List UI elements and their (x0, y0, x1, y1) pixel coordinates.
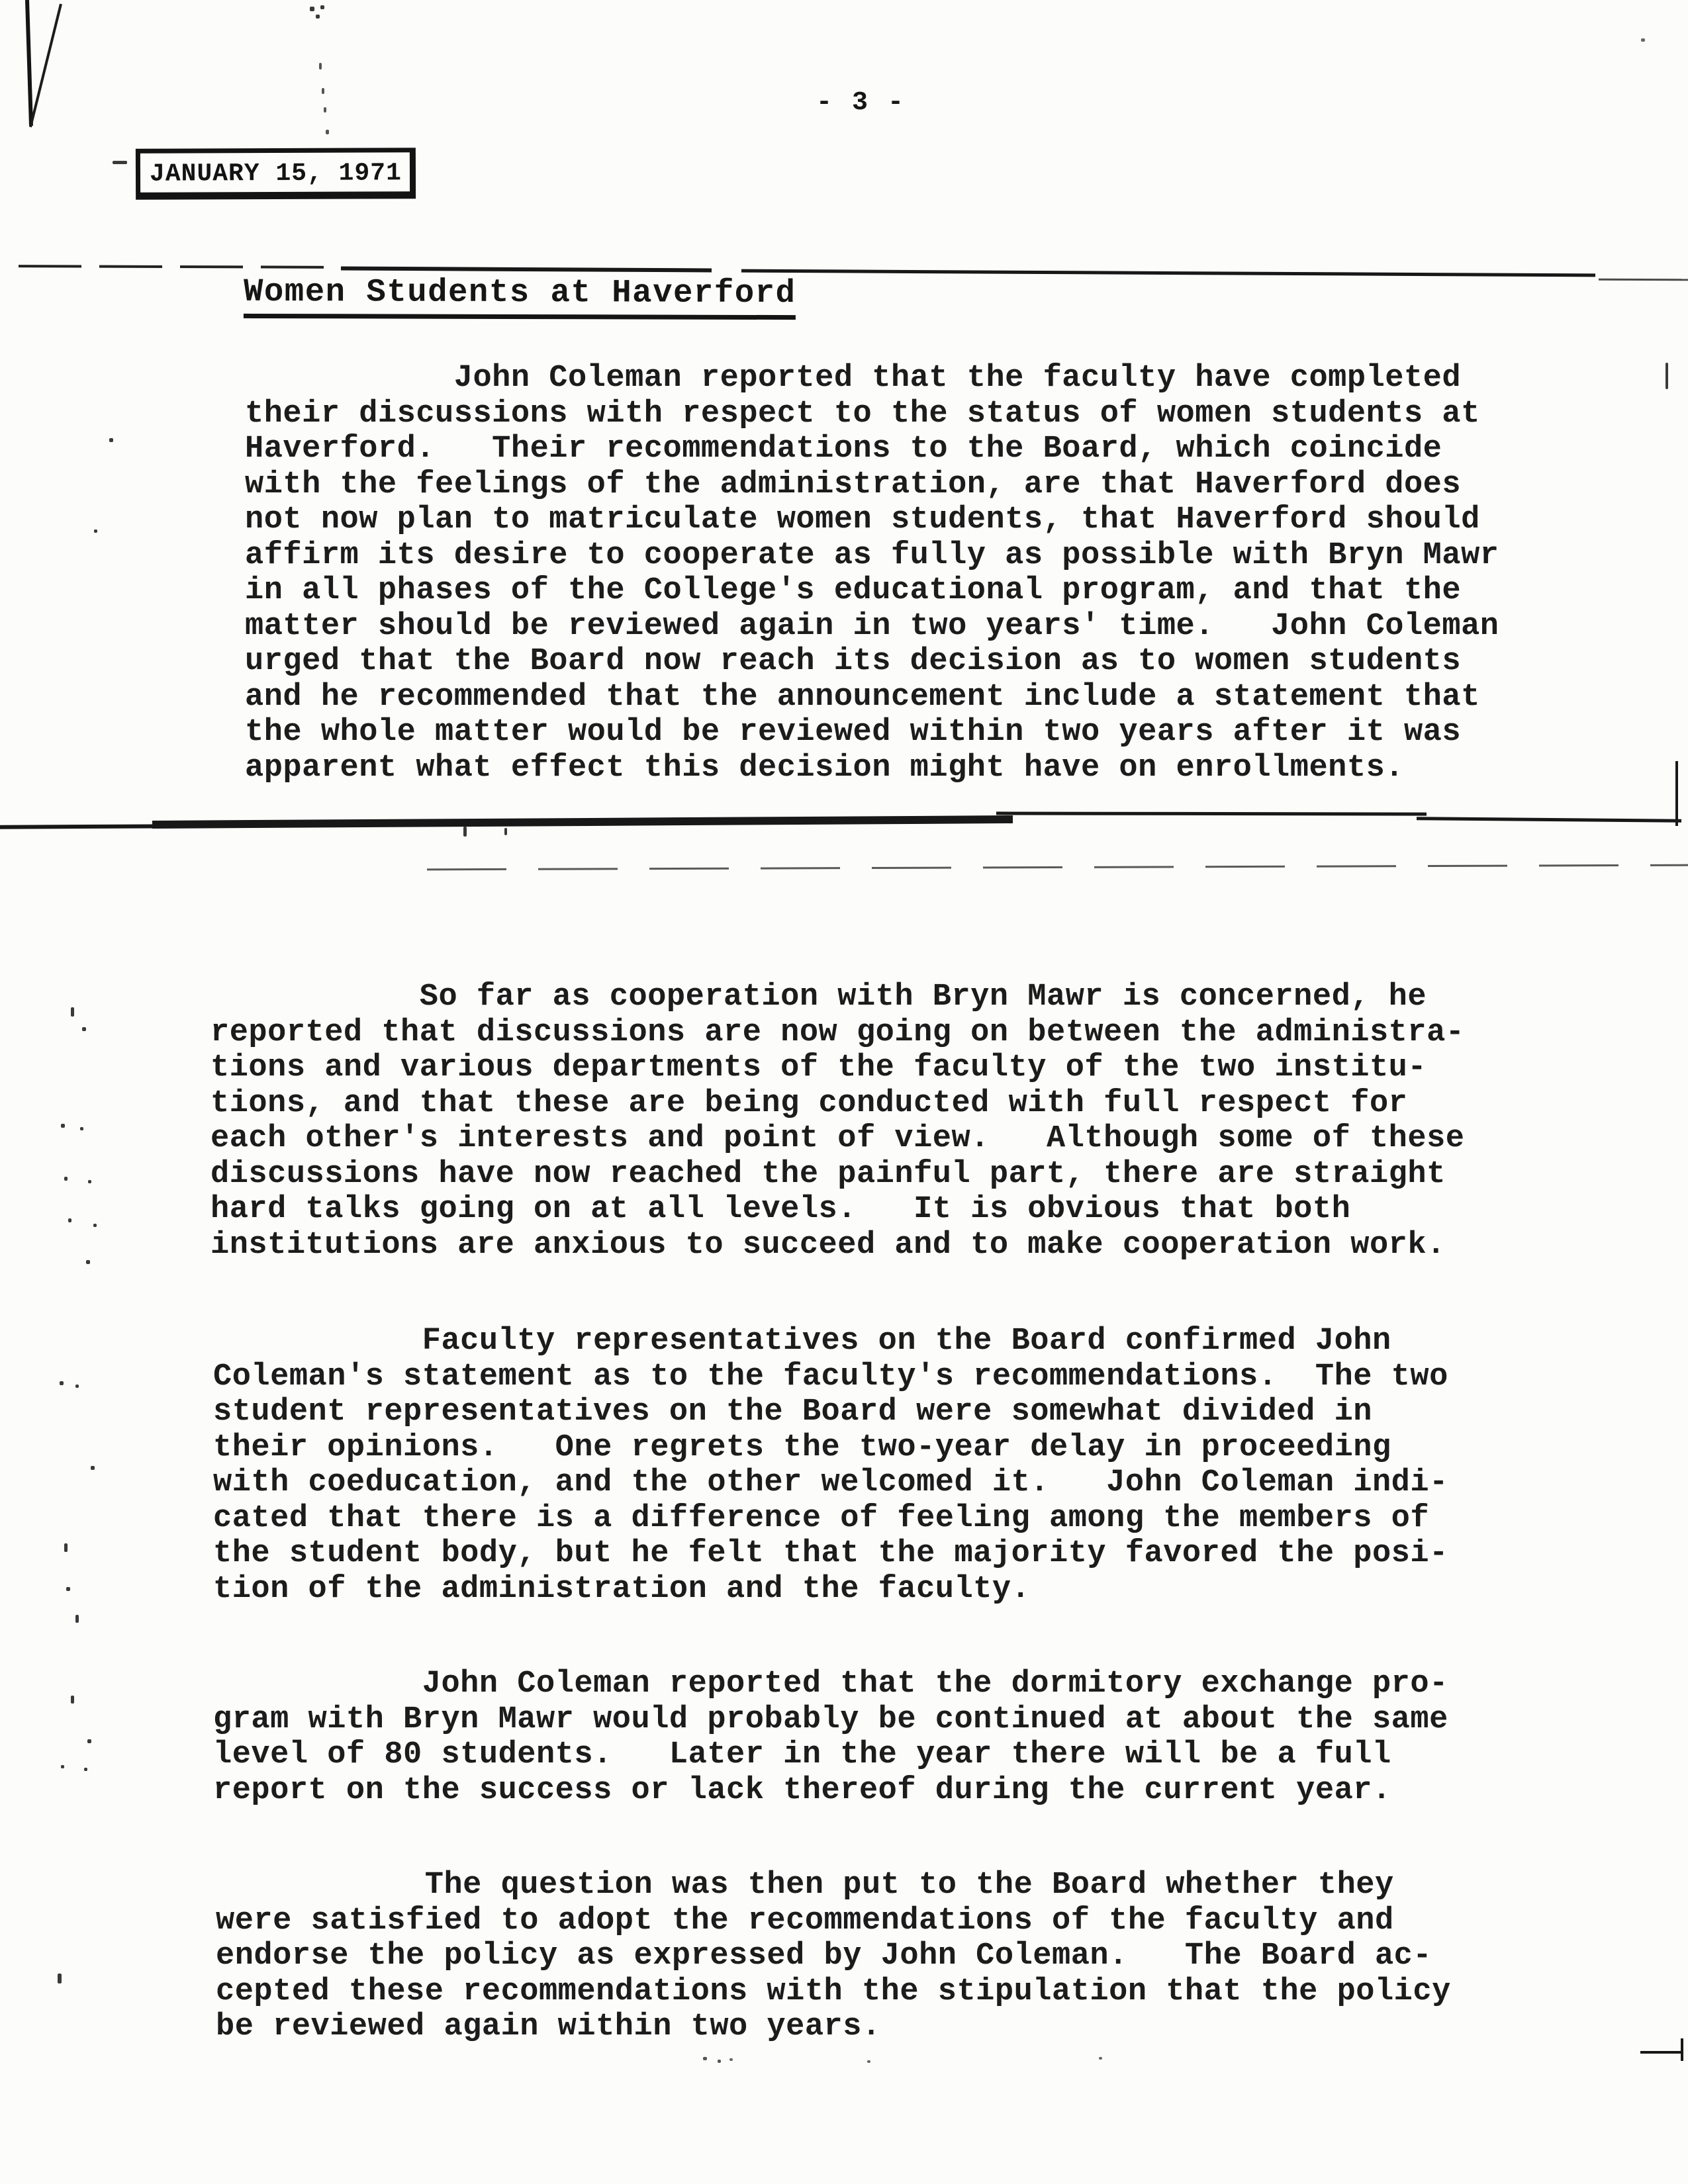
date-stamp-text: JANUARY 15, 1971 (149, 159, 402, 189)
scan-speck (93, 1224, 97, 1227)
paragraph (213, 1666, 1448, 1808)
scan-speck (316, 15, 320, 19)
scan-speck (718, 2060, 721, 2063)
scan-speck (71, 1696, 74, 1704)
text-line: discussions have now reached the painful part, there are straight (211, 1156, 1446, 1192)
text-line: level of 80 students. Later in the year there will be a full (213, 1737, 1391, 1772)
scan-speck (84, 1768, 87, 1771)
scan-speck (64, 1543, 68, 1552)
text-line: institutions are anxious to succeed and to make cooperation work. (211, 1227, 1446, 1263)
scan-speck (80, 1127, 83, 1130)
text-line: with coeducation, and the other welcomed it. John Coleman indi- (213, 1465, 1448, 1500)
scan-speck (64, 1177, 68, 1181)
scan-speck (71, 1007, 74, 1017)
paragraph (213, 1324, 1448, 1607)
scan-speck (320, 5, 324, 9)
page-number: - 3 - (816, 88, 906, 118)
date-stamp (136, 148, 416, 199)
corner-mark-horizontal (1640, 2051, 1683, 2054)
scan-speck (1665, 363, 1668, 389)
text-line: report on the success or lack thereof during the current year. (213, 1772, 1391, 1808)
text-line: The question was then put to the Board whether they (216, 1868, 1394, 1903)
text-line: their opinions. One regrets the two-year delay in proceeding (213, 1430, 1391, 1465)
text-line: tions, and that these are being conducted with full respect for (211, 1085, 1408, 1121)
text-line: endorse the policy as expressed by John Coleman. The Board ac- (216, 1938, 1432, 1974)
scan-speck (60, 1381, 64, 1385)
paragraph (216, 1868, 1451, 2045)
scan-speck (326, 130, 329, 134)
scan-speck (66, 1587, 70, 1591)
scan-speck (1641, 38, 1645, 42)
scan-speck (322, 88, 324, 94)
corner-crease-artifact (0, 0, 132, 146)
text-line: student representatives on the Board were somewhat divided in (213, 1394, 1372, 1430)
text-line: were satisfied to adopt the recommendations of the faculty and (216, 1903, 1394, 1938)
scan-speck (113, 161, 127, 164)
section-heading: Women Students at Haverford (244, 273, 796, 320)
text-line: not now plan to matriculate women students, that Haverford should (245, 502, 1480, 537)
text-line: cepted these recommendations with the stipulation that the policy (216, 1974, 1451, 2009)
scan-speck (87, 1739, 91, 1743)
text-line: Coleman's statement as to the faculty's recommendations. The two (213, 1359, 1448, 1394)
scan-line-top-right (741, 269, 1595, 277)
text-line: in all phases of the College's educational program, and that the (245, 573, 1462, 608)
text-line: their discussions with respect to the status of women students at (245, 396, 1480, 432)
scan-speck (75, 1615, 79, 1623)
text-line: with the feelings of the administration, are that Haverford does (245, 467, 1462, 502)
scan-speck (109, 438, 113, 442)
scan-line-top-end (1599, 279, 1688, 281)
scan-speck (75, 1385, 79, 1388)
scan-line-top-left (19, 265, 336, 269)
text-line: be reviewed again within two years. (216, 2009, 881, 2044)
scan-speck (504, 828, 507, 835)
scan-speck (61, 1765, 64, 1768)
text-line: affirm its desire to cooperate as fully as possible with Bryn Mawr (245, 537, 1499, 573)
scan-line-divider-tick (1675, 761, 1678, 826)
text-line: the whole matter would be reviewed within two years after it was (245, 715, 1462, 750)
scan-speck (1099, 2057, 1102, 2060)
scan-speck (94, 529, 97, 533)
text-line: John Coleman reported that the faculty have completed (245, 361, 1462, 396)
text-line: tions and various departments of the faculty of the two institu- (211, 1050, 1427, 1085)
text-line: apparent what effect this decision might have on enrollments. (245, 750, 1404, 786)
text-line: So far as cooperation with Bryn Mawr is concerned, he (211, 979, 1427, 1015)
scan-speck (463, 827, 467, 837)
scan-speck (310, 7, 314, 11)
text-line: reported that discussions are now going on between the administra- (211, 1015, 1465, 1050)
text-line: John Coleman reported that the dormitory exchange pro- (213, 1666, 1448, 1702)
scan-speck (86, 1260, 90, 1264)
scan-speck (61, 1124, 65, 1128)
text-line: gram with Bryn Mawr would probably be continued at about the same (213, 1702, 1448, 1737)
scan-speck (729, 2058, 733, 2061)
scan-speck (703, 2057, 707, 2060)
scan-line-faint (427, 864, 1688, 871)
scan-line-divider-left (0, 824, 175, 829)
paragraph (245, 361, 1499, 786)
scan-speck (68, 1218, 71, 1222)
scan-speck (58, 1974, 62, 1983)
text-line: each other's interests and point of view. Although some of these (211, 1121, 1465, 1156)
text-line: tion of the administration and the faculty. (213, 1571, 1031, 1607)
scan-speck (82, 1027, 86, 1031)
text-line: Haverford. Their recommendations to the Board, which coincide (245, 432, 1442, 467)
scan-speck (88, 1180, 91, 1183)
text-line: and he recommended that the announcement include a statement that (245, 679, 1480, 715)
scan-line-divider-right (1417, 817, 1681, 822)
scan-speck (324, 107, 326, 113)
scan-line-divider-core (152, 815, 1013, 829)
text-line: cated that there is a difference of feeling among the members of (213, 1500, 1430, 1536)
scan-line-divider-mid (996, 811, 1427, 815)
text-line: Faculty representatives on the Board confirmed John (213, 1324, 1391, 1359)
text-line: hard talks going on at all levels. It is obvious that both (211, 1192, 1351, 1227)
text-line: the student body, but he felt that the majority favored the posi- (213, 1536, 1448, 1571)
corner-mark-vertical (1681, 2038, 1683, 2061)
paragraph (211, 979, 1465, 1263)
scan-speck (867, 2060, 870, 2063)
scan-speck (91, 1466, 95, 1470)
text-line: matter should be reviewed again in two years' time. John Coleman (245, 608, 1499, 644)
scan-line-top-mid (341, 267, 712, 273)
scan-speck (319, 63, 322, 69)
text-line: urged that the Board now reach its decision as to women students (245, 644, 1462, 679)
